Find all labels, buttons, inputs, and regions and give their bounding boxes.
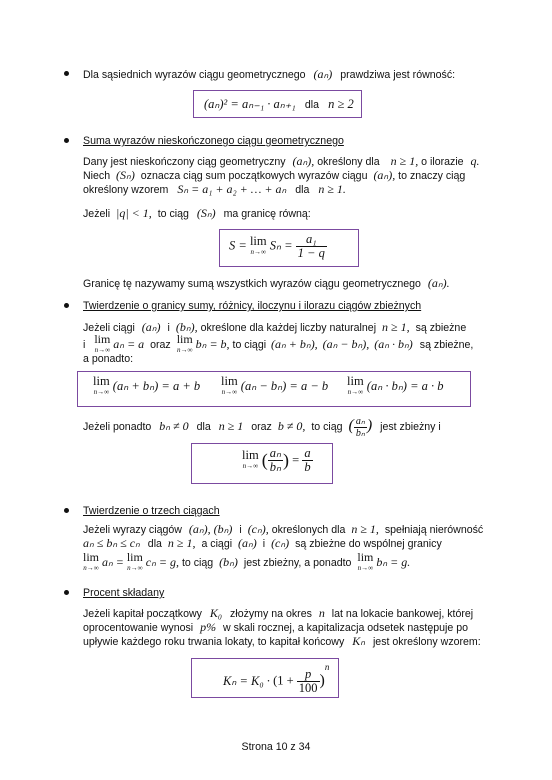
math: n — [318, 606, 325, 620]
text: to ciąg — [181, 556, 214, 569]
text: Dany jest nieskończony ciąg geometryczny — [83, 156, 286, 168]
math: (aₙ + bₙ) = a + b — [112, 378, 201, 393]
paragraph-line: a ponadto: — [83, 353, 134, 365]
text: oraz — [150, 338, 171, 351]
limit: lim n→∞ — [176, 332, 193, 354]
math: cₙ = g, — [145, 554, 179, 569]
limit: lim n→∞ — [347, 374, 364, 396]
math: (Sₙ) — [116, 168, 135, 182]
text: jest zbieżny, a ponadto — [243, 556, 352, 569]
math: aₙ ≤ bₙ ≤ cₙ — [83, 536, 140, 550]
paragraph-line — [83, 606, 473, 621]
paragraph-line — [83, 552, 410, 574]
limit: lim n→∞ — [94, 332, 111, 354]
math: K₀ — [209, 606, 223, 620]
paragraph-line — [83, 536, 442, 551]
text: dla — [295, 184, 310, 196]
section-heading: Suma wyrazów nieskończonego ciągu geometrycznego — [83, 135, 344, 147]
fraction: $\frac{\text{aₙ}}{\text{bₙ}}$ — [355, 415, 365, 439]
limit: lim n→∞ — [221, 374, 238, 396]
text: Jeżeli wyrazy ciągów — [83, 524, 182, 536]
math: (aₙ), (bₙ) — [188, 522, 233, 536]
math: ( — [261, 450, 268, 470]
section-heading: Twierdzenie o granicy sumy, różnicy, iloczynu i ilorazu ciągów zbieżnych — [83, 300, 422, 312]
math: ) — [319, 672, 325, 690]
formula — [221, 376, 328, 398]
text: złożymy na okres — [230, 608, 312, 620]
math: (aₙ)² = aₙ₋₁ · aₙ₊₁ — [204, 97, 296, 111]
formula — [242, 447, 313, 474]
text: i — [239, 524, 242, 536]
paragraph-line — [83, 634, 481, 649]
math: (bₙ), — [175, 320, 198, 334]
text: lat na lokacie bankowej, której — [331, 608, 474, 620]
math: S = — [229, 238, 247, 253]
paragraph-line — [83, 154, 480, 169]
text: Jeżeli ponadto — [83, 421, 152, 433]
bullet — [64, 590, 69, 595]
math: ) — [283, 450, 290, 470]
math: (aₙ) — [313, 67, 333, 81]
text: o ilorazie — [421, 156, 464, 168]
text: oznacza ciąg sum początkowych wyrazów ciągu — [140, 170, 368, 182]
math: (aₙ · bₙ) — [374, 336, 413, 351]
paragraph — [83, 67, 455, 82]
bullet — [64, 71, 69, 76]
math: n ≥ 1, — [382, 320, 410, 334]
math: (aₙ). — [427, 276, 450, 290]
paragraph-line — [83, 206, 311, 221]
math: (aₙ − bₙ) = a − b — [240, 378, 329, 393]
text: to ciągi — [232, 338, 267, 351]
paragraph-line — [83, 182, 346, 197]
limit: lim n→∞ — [93, 374, 110, 396]
formula — [229, 233, 327, 260]
text: a ciągi — [201, 538, 233, 550]
text: dla — [304, 99, 319, 111]
text: Jeżeli ciągi — [83, 322, 135, 334]
formula — [223, 662, 329, 695]
math: bₙ = g. — [376, 554, 411, 569]
math: n ≥ 1, — [351, 522, 379, 536]
text: Jeżeli kapitał początkowy — [83, 608, 202, 620]
paragraph-line — [83, 320, 466, 335]
math: n ≥ 1 — [218, 419, 244, 433]
math: b ≠ 0, — [277, 419, 306, 433]
math: (cₙ) — [271, 536, 290, 550]
math: Kₙ = K₀ · — [223, 674, 270, 689]
page-number: Strona 10 z 34 — [241, 741, 311, 753]
text: jest zbieżny i — [380, 421, 441, 433]
limit: lim n→∞ — [242, 447, 259, 470]
math: n ≥ 1, — [390, 154, 419, 168]
math: (aₙ · bₙ) = a · b — [366, 378, 444, 393]
text: w skali rocznej, a kapitalizacja odsetek następuje po — [223, 622, 469, 634]
limit: lim n→∞ — [249, 233, 267, 256]
bullet — [64, 303, 69, 308]
math: ( — [348, 417, 354, 434]
paragraph-line — [83, 334, 473, 356]
text: są zbieżne do wspólnej granicy — [295, 538, 442, 550]
fraction: $\frac{p}{100}$ — [298, 666, 318, 695]
text: dla — [147, 538, 162, 550]
math: (cₙ), — [247, 522, 269, 536]
text: to ciąg — [157, 208, 189, 220]
text: i — [167, 322, 170, 334]
text: są zbieżne — [415, 322, 467, 334]
math: bₙ ≠ 0 — [159, 419, 189, 433]
text: określony wzorem — [83, 184, 169, 196]
math: (aₙ − bₙ), — [322, 336, 370, 351]
text: spełniają nierówność — [384, 524, 484, 536]
text: dla — [196, 421, 211, 433]
math: aₙ = a — [113, 336, 145, 351]
math: n ≥ 2 — [328, 97, 354, 111]
math: (aₙ) — [141, 320, 161, 334]
text: ma granicę równą: — [223, 208, 311, 220]
math: Sₙ = a₁ + a₂ + … + aₙ — [177, 182, 287, 196]
math: Kₙ — [352, 634, 365, 648]
math: (aₙ), — [292, 154, 315, 168]
formula — [204, 96, 354, 112]
paragraph-line — [83, 522, 483, 537]
math: ) — [366, 417, 373, 434]
text: Granicę tę nazywamy sumą wszystkich wyrazów ciągu geometrycznego — [83, 278, 421, 290]
limit: lim n→∞ — [357, 550, 374, 572]
math: aₙ = — [101, 554, 124, 569]
fraction: $\frac{a}{b}$ — [304, 446, 311, 474]
fraction: $\frac{\text{aₙ}}{\text{bₙ}}$ — [269, 446, 282, 474]
formula — [93, 376, 200, 398]
math: |q| < 1, — [116, 206, 152, 220]
bullet — [64, 138, 69, 143]
math: (Sₙ) — [196, 206, 216, 220]
math: = — [292, 453, 300, 467]
text: Niech — [83, 170, 111, 182]
text: prawdziwa jest równość: — [340, 69, 456, 81]
text: i — [262, 538, 266, 550]
paragraph-line — [83, 276, 450, 291]
section-heading: Procent składany — [83, 587, 165, 599]
paragraph-line — [83, 620, 468, 635]
text: określone dla każdej liczby naturalnej — [200, 322, 377, 334]
text: to znaczy ciąg — [398, 170, 466, 182]
math: (aₙ + bₙ), — [271, 336, 318, 351]
text: Jeżeli — [83, 208, 111, 220]
math: p% — [200, 620, 217, 634]
math: (bₙ) — [219, 554, 238, 569]
fraction: $\frac{\text{a₁}}{1 - q}$ — [297, 232, 325, 260]
limit: lim n→∞ — [83, 550, 100, 572]
math: n — [324, 662, 330, 672]
math: (aₙ) — [238, 536, 257, 550]
text: określony dla — [317, 156, 380, 168]
text: oprocentowanie wynosi — [83, 622, 194, 634]
bullet — [64, 508, 69, 513]
math: Sₙ = — [269, 238, 293, 253]
math: n ≥ 1. — [318, 182, 346, 196]
limit: lim n→∞ — [126, 550, 143, 572]
text: i — [83, 338, 86, 351]
text: to ciąg — [311, 421, 343, 433]
math: (aₙ), — [373, 168, 396, 182]
section-heading: Twierdzenie o trzech ciągach — [83, 505, 220, 517]
math: bₙ = b, — [195, 336, 230, 351]
math: (1 + — [273, 673, 294, 688]
math: q. — [470, 154, 480, 168]
text: upływie każdego roku trwania lokaty, to kapitał końcowy — [83, 636, 345, 648]
paragraph-line — [83, 168, 465, 183]
text: Dla sąsiednich wyrazów ciągu geometrycznego — [83, 69, 306, 81]
text: są zbieżne, — [419, 338, 474, 351]
text: określonych dla — [271, 524, 346, 536]
formula — [347, 376, 444, 398]
paragraph-line — [83, 413, 441, 440]
text: jest określony wzorem: — [372, 636, 481, 648]
math: n ≥ 1, — [167, 536, 196, 550]
text: oraz — [251, 421, 272, 433]
